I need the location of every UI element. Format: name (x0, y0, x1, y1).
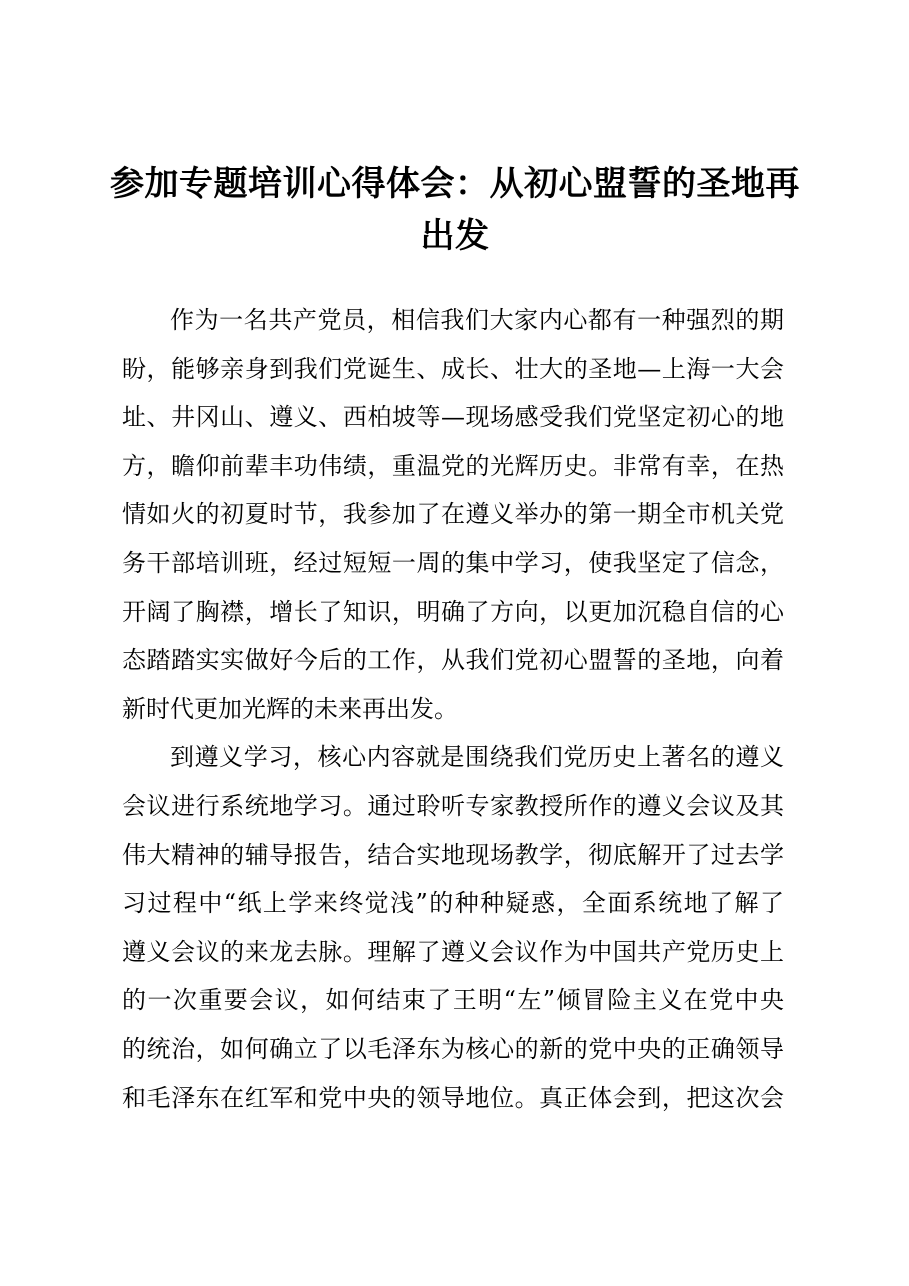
document-body (122, 296, 784, 1122)
paragraph-line: 的统治，如何确立了以毛泽东为核心的新的党中央的正确领导 (122, 1034, 784, 1063)
paragraph-line: 务干部培训班，经过短短一周的集中学习，使我坚定了信念， (122, 548, 784, 577)
paragraph-line: 的一次重要会议，如何结束了王明“左”倾冒险主义在党中央 (122, 986, 784, 1015)
paragraph-line: 到遵义学习，核心内容就是围绕我们党历史上著名的遵义 (170, 743, 784, 772)
paragraph-line: 遵义会议的来龙去脉。理解了遵义会议作为中国共产党历史上 (122, 937, 784, 966)
paragraph-line: 会议进行系统地学习。通过聆听专家教授所作的遵义会议及其 (122, 791, 784, 820)
paragraph-line: 址、井冈山、遵义、西柏坡等—现场感受我们党坚定初心的地 (122, 403, 784, 432)
paragraph (122, 296, 784, 733)
paragraph-line: 情如火的初夏时节，我参加了在遵义举办的第一期全市机关党 (122, 500, 784, 529)
paragraph (122, 733, 784, 1122)
paragraph-line: 和毛泽东在红军和党中央的领导地位。真正体会到，把这次会 (122, 1083, 784, 1112)
paragraph-line: 伟大精神的辅导报告，结合实地现场教学，彻底解开了过去学 (122, 840, 784, 869)
paragraph-line: 盼，能够亲身到我们党诞生、成长、壮大的圣地—上海一大会 (122, 354, 784, 383)
document-title (110, 158, 800, 262)
paragraph-line: 态踏踏实实做好今后的工作，从我们党初心盟誓的圣地，向着 (122, 646, 784, 675)
paragraph-line: 方，瞻仰前辈丰功伟绩，重温党的光辉历史。非常有幸，在热 (122, 451, 784, 480)
paragraph-line: 作为一名共产党员，相信我们大家内心都有一种强烈的期 (170, 306, 784, 334)
paragraph-line: 新时代更加光辉的未来再出发。 (122, 694, 458, 723)
title-line: 参加专题培训心得体会：从初心盟誓的圣地再 (110, 164, 800, 204)
paragraph-line: 习过程中“纸上学来终觉浅”的种种疑惑，全面系统地了解了 (122, 889, 784, 918)
title-line: 出发 (420, 216, 490, 256)
paragraph-line: 开阔了胸襟，增长了知识，明确了方向，以更加沉稳自信的心 (122, 597, 784, 626)
